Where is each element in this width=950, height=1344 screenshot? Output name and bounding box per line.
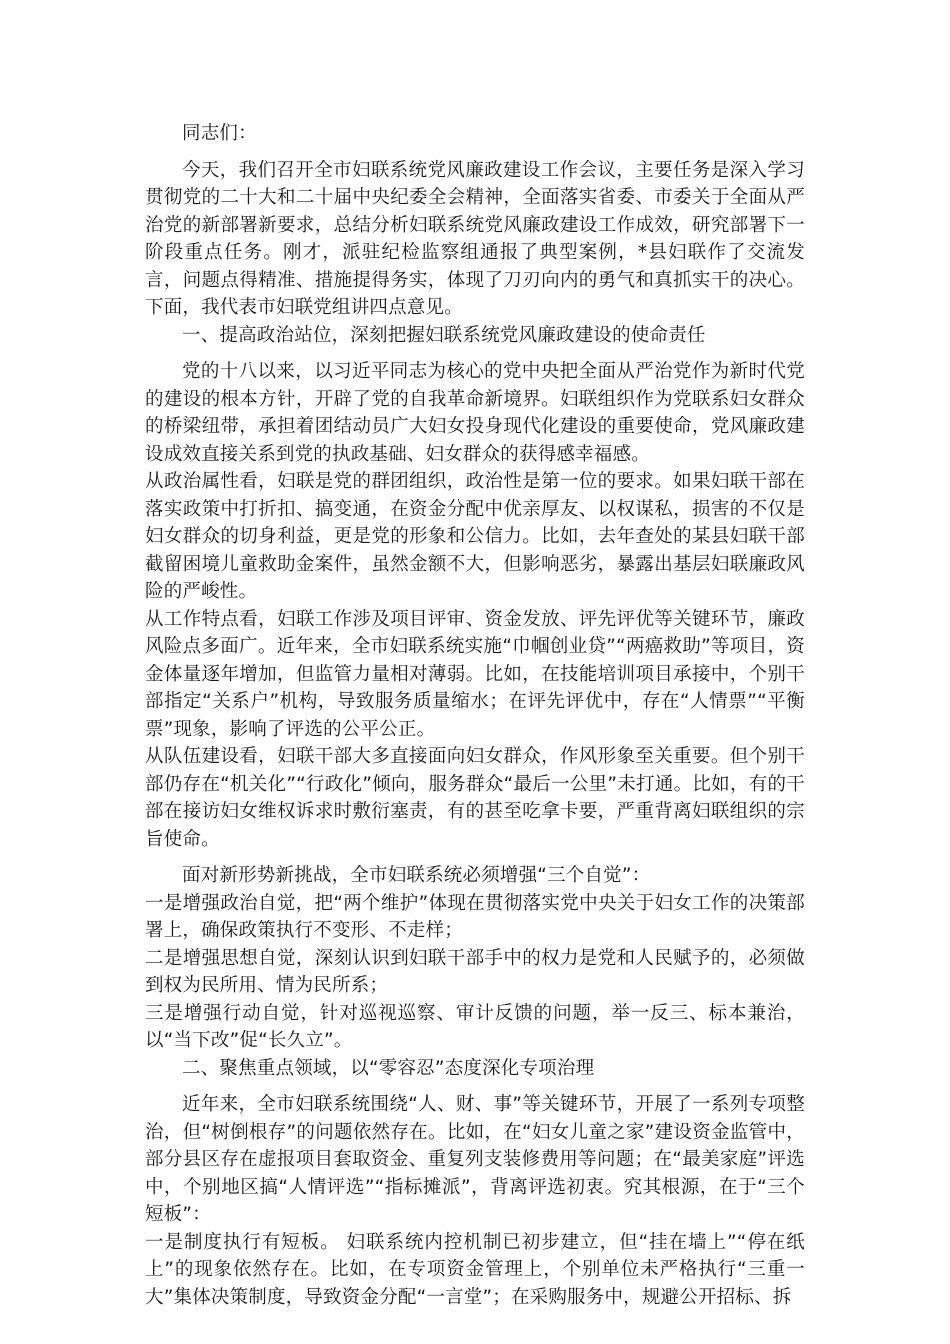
section-1-paragraph-4: 从队伍建设看，妇联干部大多直接面向妇女群众，作风形象至关重要。但个别干部仍存在“机关化”“行政化”倾向，服务群众“最后一公里”未打通。比如，有的干部在接访妇女维权诉求时敷衍塞责，有的甚至吃拿卡要，严重背离妇联组织的宗旨使命。: [145, 746, 805, 850]
section-2-paragraph-2: 一是制度执行有短板。 妇联系统内控机制已初步建立，但“挂在墙上”“停在纸上”的现象依然存在。比如，在专项资金管理上，个别单位未严格执行“三重一大”集体决策制度，导致资金分配“一言堂”；在采购服务中，规避公开招标、拆: [145, 1231, 805, 1308]
section-2-heading: 二、聚焦重点领域，以“零容忍”态度深化专项治理: [182, 1057, 595, 1079]
section-1-heading: 一、提高政治站位，深刻把握妇联系统党风廉政建设的使命责任: [182, 324, 706, 346]
section-1-paragraph-2: 从政治属性看，妇联是党的群团组织，政治性是第一位的要求。如果妇联干部在落实政策中打折扣、搞变通，在资金分配中优亲厚友、以权谋私，损害的不仅是妇女群众的切身利益，更是党的形象和公信力。比如，去年查处的某县妇联干部截留困境儿童救助金案件，虽然金额不大，但影响恶劣，暴露出基层妇联廉政风险的严峻性。: [145, 471, 805, 602]
document-page: [145, 120, 805, 1311]
salutation: 同志们：: [182, 123, 257, 144]
section-1-list-item-1: 一是增强政治自觉，把“两个维护”体现在贯彻落实党中央关于妇女工作的决策部署上，确保政策执行不变形、不走样；: [145, 892, 805, 941]
section-1-paragraph-1: 党的十八以来，以习近平同志为核心的党中央把全面从严治党作为新时代党的建设的根本方针，开辟了党的自我革命新境界。妇联组织作为党联系妇女群众的桥梁纽带，承担着团结动员广大妇女投身现代化建设的重要使命，党风廉政建设成效直接关系到党的执政基础、妇女群众的获得感幸福感。: [145, 361, 805, 465]
section-1-paragraph-3: 从工作特点看，妇联工作涉及项目评审、资金发放、评先评优等关键环节，廉政风险点多面广。近年来，全市妇联系统实施“巾帼创业贷”“两癌救助”等项目，资金体量逐年增加，但监管力量相对薄弱。比如，在技能培训项目承接中，个别干部指定“关系户”机构，导致服务质量缩水；在评先评优中，存在“人情票”“平衡票”现象，影响了评选的公平公正。: [145, 608, 805, 740]
section-1-list-item-2: 二是增强思想自觉，深刻认识到妇联干部手中的权力是党和人民赋予的，必须做到权为民所用、情为民所系；: [145, 947, 805, 996]
section-2-paragraph-1: 近年来，全市妇联系统围绕“人、财、事”等关键环节，开展了一系列专项整治，但“树倒根存”的问题依然存在。比如，在“妇女儿童之家”建设资金监管中，部分县区存在虚报项目套取资金、重复列支装修费用等问题；在“最美家庭”评选中，个别地区搞“人情评选”“指标摊派”，背离评选初衷。究其根源，在于“三个短板”：: [145, 1094, 805, 1225]
section-1-paragraph-5: 面对新形势新挑战，全市妇联系统必须增强“三个自觉”：: [182, 865, 651, 886]
intro-paragraph: 今天，我们召开全市妇联系统党风廉政建设工作会议，主要任务是深入学习贯彻党的二十大和二十届中央纪委全会精神，全面落实省委、市委关于全面从严治党的新部署新要求，总结分析妇联系统党风廉政建设工作成效，研究部署下一阶段重点任务。刚才，派驻纪检监察组通报了典型案例，*县妇联作了交流发言，问题点得精准、措施提得务实，体现了刀刃向内的勇气和真抓实干的决心。下面，我代表市妇联党组讲四点意见。: [145, 159, 805, 318]
section-1-list-item-3: 三是增强行动自觉，针对巡视巡察、审计反馈的问题，举一反三、标本兼治，以“当下改”促“长久立”。: [145, 1002, 805, 1051]
